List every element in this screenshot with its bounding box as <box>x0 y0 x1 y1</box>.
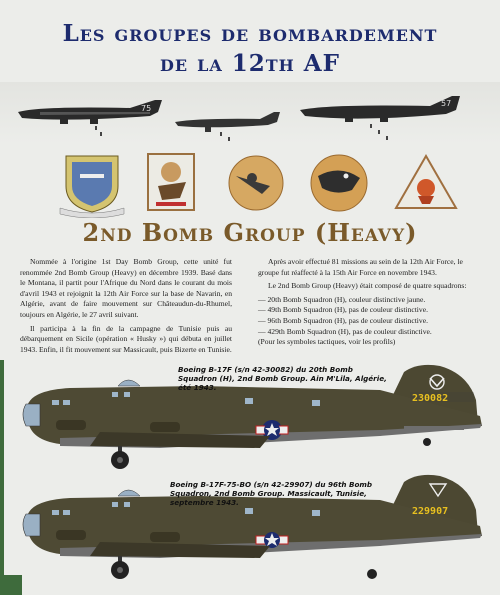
paragraph: Après avoir effectué 81 missions au sein de la 12th Air Force, le groupe fut réaffecté à la 15th Air Force en novembre 1943. <box>258 257 463 277</box>
list-item: — 429th Bomb Squadron (H), pas de couleur distinctive. <box>258 326 432 336</box>
section-subtitle: 2nd Bomb Group (Heavy) <box>82 218 418 247</box>
page-title-line2: de la 12th AF <box>160 50 340 77</box>
page-edge-tab <box>0 360 4 575</box>
49th-bomb-squadron-emblem-icon <box>229 156 283 210</box>
aircraft-serial-2: 229907 <box>412 506 449 517</box>
list-item: — 20th Bomb Squadron (H), couleur distinctive jaune. <box>258 294 426 304</box>
aircraft-caption-1: Boeing B-17F (s/n 42-30082) du 20th Bomb Squadron (H), 2nd Bomb Group. Ain M'Lila, Algérie, été 1943. <box>178 365 387 392</box>
paragraph: Nommée à l'origine 1st Day Bomb Group, cette unité fut renommée 2nd Bomb Group (Heavy) en décembre 1939. Basé dans le Montana, il partit pour l'Afrique du Nord dans le courant du mois d'avril 1943 et rejoignit la 12th Air Force sur la base de Navarin, en Algérie, avant de faire mouvement sur Châteaudun-du-Rhumel, toujours en Algérie, le 27 avril suivant. <box>20 257 232 319</box>
paragraph: Il participa à la fin de la campagne de Tunisie puis au débarquement en Sicile (opération « Husky ») qui débuta en juillet 1943. Enfin, il fit mouvement sur Massicault, puis Bizerte en Tunisie. <box>20 323 232 354</box>
text-column-left <box>20 257 232 358</box>
list-item: — 96th Bomb Squadron (H), pas de couleur distinctive. <box>258 315 428 325</box>
text-column-right <box>258 257 480 348</box>
429th-bomb-squadron-emblem-icon <box>396 156 456 208</box>
tail-number-1: 75 <box>141 104 152 113</box>
aircraft-caption-2: Boeing B-17F-75-BO (s/n 42-29907) du 96th Bomb Squadron, 2nd Bomb Group. Massicault, Tunisie, septembre 1943. <box>170 480 373 507</box>
paragraph: Le 2nd Bomb Group (Heavy) était composé de quatre squadrons: <box>268 281 467 291</box>
page-title-line1: Les groupes de bombardement <box>62 20 438 47</box>
unit-insignia-row <box>0 146 500 218</box>
20th-bomb-squadron-emblem-icon <box>148 154 194 210</box>
list-item: — 49th Bomb Squadron (H), pas de couleur distinctive. <box>258 305 428 315</box>
96th-bomb-squadron-emblem-icon <box>311 155 367 211</box>
list-item-note: (Pour les symboles tactiques, voir les profils) <box>258 337 396 347</box>
aircraft-serial-1: 230082 <box>412 393 449 404</box>
tail-number-3: 57 <box>441 99 452 108</box>
2nd-bomb-group-shield-icon <box>60 156 124 218</box>
bombers-photo <box>0 82 500 144</box>
page-corner-marker <box>0 575 22 595</box>
